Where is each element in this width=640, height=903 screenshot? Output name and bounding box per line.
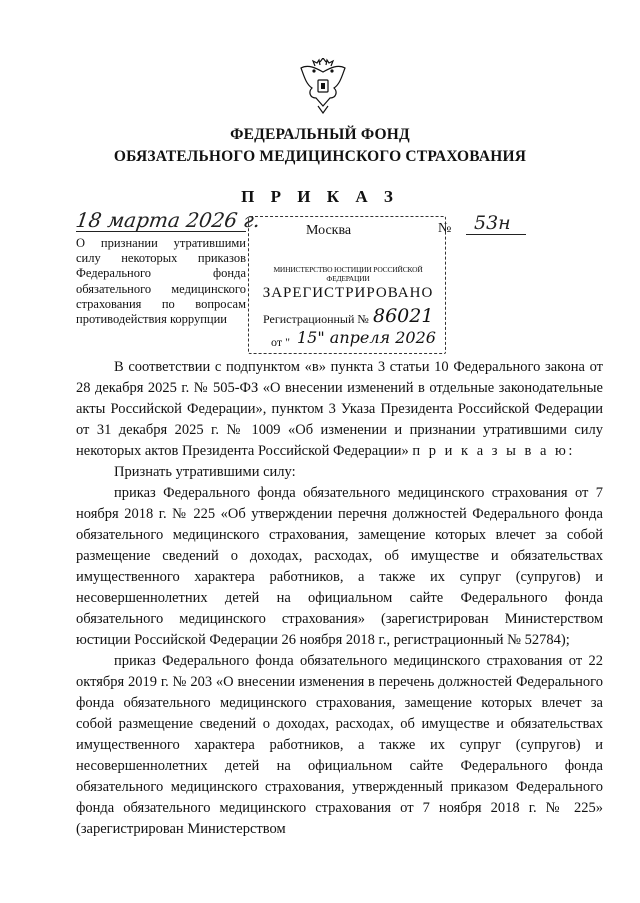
- org-name-line2: ОБЯЗАТЕЛЬНОГО МЕДИЦИНСКОГО СТРАХОВАНИЯ: [113, 148, 527, 165]
- preamble-paragraph: [76, 357, 603, 462]
- repealed-order-1: приказ Федерального фонда обязательного медицинского страхования от 7 ноября 2018 г. № 225 «Об утверждении перечня должностей Федерального фонда обязательного медицинского страхования, замещение которых влечет за собой размещение сведений о доходах, расходах, об имуществе и обязательствах имущественного характера работников, а также их супруг (супругов) и несовершеннолетних детей на официальном сайте Федерального фонда обязательного медицинского страхования» (зарегистрирован Министерством юстиции Российской Федерации 26 ноября 2018 г., регистрационный № 52784);: [76, 485, 603, 648]
- document-type-title: П Р И К А З: [241, 187, 399, 206]
- repealed-order-2: приказ Федерального фонда обязательного медицинского страхования от 22 октября 2019 г. № 203 «О внесении изменения в перечень должностей Федерального фонда обязательного медицинского страхования, замещение которых влечет за собой размещение сведений о доходах, расходах, об имуществе и обязательствах имущественного характера работников, а также их супруг (супругов) и несовершеннолетних детей на официальном сайте Федерального фонда обязательного медицинского страхования, утвержденный приказом Федерального фонда обязательного медицинского страхования от 7 ноября 2018 г. № 225» (зарегистрирован Министерством: [76, 653, 603, 837]
- stamp-ministry: МИНИСТЕРСТВО ЮСТИЦИИ РОССИЙСКОЙ ФЕДЕРАЦИИ: [273, 265, 423, 283]
- registration-stamp: [248, 216, 446, 354]
- order-subject: О признании утратившими силу некоторых приказов Федерального фонда обязательного медицинского страхования по вопросам противодействия коррупции: [76, 236, 246, 327]
- repeal-intro: Признать утратившими силу:: [114, 464, 296, 480]
- coat-of-arms-icon: [298, 58, 348, 114]
- stamp-reg-date: 15" апреля 2026: [297, 328, 436, 347]
- number-label: №: [438, 221, 452, 236]
- org-name-line1: ФЕДЕРАЛЬНЫЙ ФОНД: [230, 126, 410, 143]
- stamp-status: ЗАРЕГИСТРИРОВАНО: [262, 285, 434, 301]
- number-underline: [466, 234, 526, 235]
- city-label: Москва: [306, 223, 352, 238]
- order-number-handwritten: 53н: [474, 212, 511, 234]
- date-underline: [76, 231, 246, 232]
- preamble-text: В соответствии с подпунктом «в» пункта 3 статьи 10 Федерального закона от 28 декабря 2025 г. № 505-ФЗ «О внесении изменений в отдельные законодательные акты Российской Федерации», пунктом 3 Указа Президента Российской Федерации от 31 декабря 2025 г. № 1009 «Об изменении и признании утратившими силу некоторых актов Президента Российской Федерации»: [76, 359, 603, 459]
- stamp-reg-label: Регистрационный №: [263, 312, 369, 326]
- order-date-handwritten: 18 марта 2026 г.: [74, 208, 262, 232]
- document-body: [76, 357, 603, 840]
- stamp-reg-number: 86021: [373, 305, 434, 327]
- order-verb: п р и к а з ы в а ю:: [412, 443, 575, 459]
- stamp-from-label: от ": [271, 335, 290, 349]
